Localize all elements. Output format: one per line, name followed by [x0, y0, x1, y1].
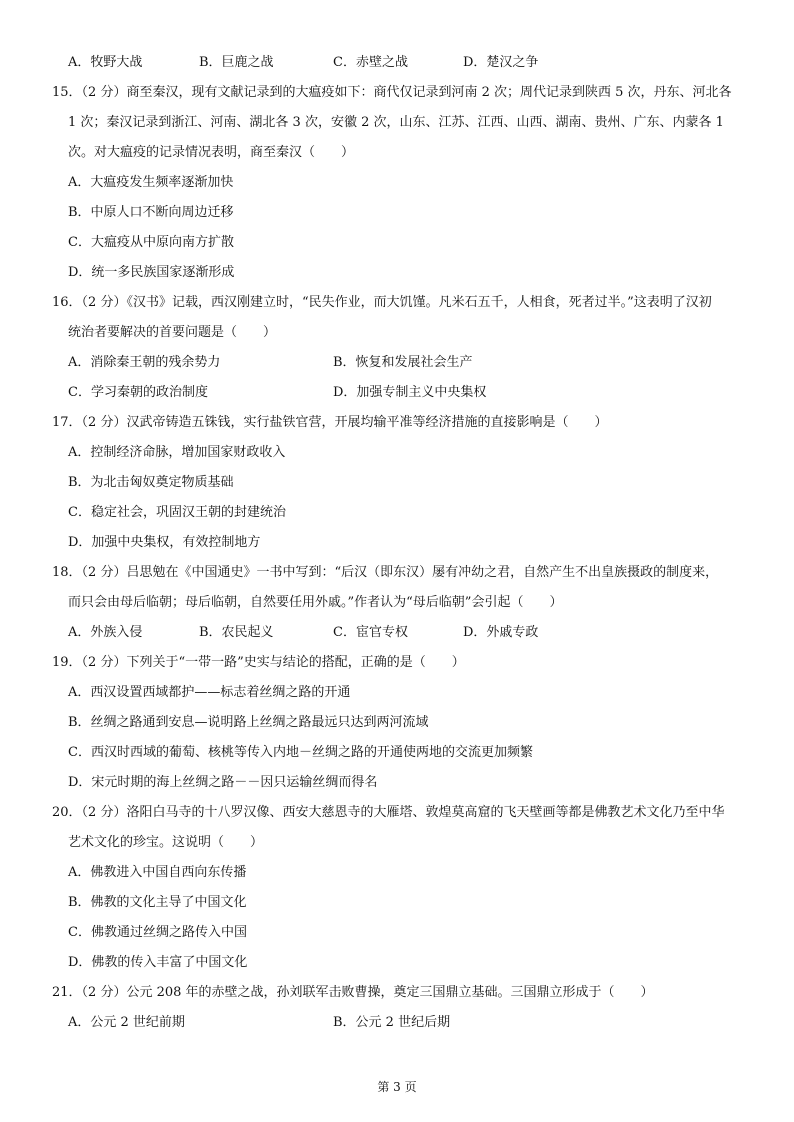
- q16-stem-line-2: 统治者要解决的首要问题是（ ）: [68, 325, 277, 340]
- q19-option-c: C．西汉时西域的葡萄、核桃等传入内地－丝绸之路的开通使两地的交流更加频繁: [68, 745, 533, 760]
- q21-stem-line-1: 21．（2 分）公元 208 年的赤壁之战，孙刘联军击败曹操，奠定三国鼎立基础。三国鼎立形成于（ ）: [52, 985, 654, 1000]
- q15-option-c: C．大瘟疫从中原向南方扩散: [68, 235, 234, 250]
- q18-option-c: C．宦官专权: [333, 625, 408, 640]
- q17-option-d: D．加强中央集权，有效控制地方: [68, 535, 261, 550]
- q15-stem-line-2: 1 次；秦汉记录到浙江、河南、湖北各 3 次，安徽 2 次，山东、江苏、江西、山西、湖南、贵州、广东、内蒙各 1: [68, 115, 724, 130]
- q15-option-b: B．中原人口不断向周边迁移: [68, 205, 234, 220]
- q16-option-b: B．恢复和发展社会生产: [333, 355, 473, 370]
- page-number: 第 3 页: [377, 1080, 417, 1094]
- q14-option-a: A．牧野大战: [68, 55, 143, 70]
- q21-option-b: B．公元 2 世纪后期: [333, 1015, 451, 1030]
- q20-option-a: A．佛教进入中国自西向东传播: [68, 865, 247, 880]
- q20-option-d: D．佛教的传入丰富了中国文化: [68, 955, 248, 970]
- q14-option-b: B．巨鹿之战: [199, 55, 274, 70]
- q18-stem-line-2: 而只会由母后临朝；母后临朝，自然要任用外戚。”作者认为“母后临朝”会引起（ ）: [68, 595, 563, 610]
- q18-option-d: D．外戚专政: [463, 625, 539, 640]
- q15-option-d: D．统一多民族国家逐渐形成: [68, 265, 235, 280]
- q19-option-d: D．宋元时期的海上丝绸之路－－因只运输丝绸而得名: [68, 775, 378, 790]
- q14-option-c: C．赤壁之战: [333, 55, 408, 70]
- q16-option-c: C．学习秦朝的政治制度: [68, 385, 208, 400]
- q17-option-a: A．控制经济命脉，增加国家财政收入: [68, 445, 286, 460]
- q20-stem-line-1: 20．（2 分）洛阳白马寺的十八罗汉像、西安大慈恩寺的大雁塔、敦煌莫高窟的飞天壁画等都是佛教艺术文化乃至中华: [52, 805, 725, 820]
- q20-option-b: B．佛教的文化主导了中国文化: [68, 895, 247, 910]
- q16-option-a: A．消除秦王朝的残余势力: [68, 355, 221, 370]
- q17-option-b: B．为北击匈奴奠定物质基础: [68, 475, 234, 490]
- q14-option-d: D．楚汉之争: [463, 55, 539, 70]
- q19-option-a: A．西汉设置西域都护——标志着丝绸之路的开通: [68, 685, 351, 700]
- q20-stem-line-2: 艺术文化的珍宝。这说明（ ）: [68, 835, 264, 850]
- q18-option-a: A．外族入侵: [68, 625, 143, 640]
- q19-option-b: B．丝绸之路通到安息—说明路上丝绸之路最远只达到两河流域: [68, 715, 429, 730]
- q16-option-d: D．加强专制主义中央集权: [333, 385, 487, 400]
- q20-option-c: C．佛教通过丝绸之路传入中国: [68, 925, 247, 940]
- q18-stem-line-1: 18．（2 分）吕思勉在《中国通史》一书中写到：“后汉（即东汉）屡有冲幼之君，自然产生不出皇族摄政的制度来，: [52, 565, 719, 580]
- q15-stem-line-3: 次。对大瘟疫的记录情况表明，商至秦汉（ ）: [68, 145, 355, 160]
- q16-stem-line-1: 16．（2 分）《汉书》记载，西汉刚建立时，“民失作业，而大饥馑。凡米石五千，人相食，死者过半。”这表明了汉初: [52, 295, 712, 310]
- q17-stem-line-1: 17．（2 分）汉武帝铸造五铢钱，实行盐铁官营，开展均输平准等经济措施的直接影响是（ ）: [52, 415, 608, 430]
- q15-stem-line-1: 15．（2 分）商至秦汉，现有文献记录到的大瘟疫如下：商代仅记录到河南 2 次；周代记录到陕西 5 次，丹东、河北各: [52, 85, 732, 100]
- q17-option-c: C．稳定社会，巩固汉王朝的封建统治: [68, 505, 286, 520]
- q18-option-b: B．农民起义: [199, 625, 274, 640]
- q19-stem-line-1: 19．（2 分）下列关于“一带一路”史实与结论的搭配，正确的是（ ）: [52, 655, 465, 670]
- q15-option-a: A．大瘟疫发生频率逐渐加快: [68, 175, 234, 190]
- q21-option-a: A．公元 2 世纪前期: [68, 1015, 185, 1030]
